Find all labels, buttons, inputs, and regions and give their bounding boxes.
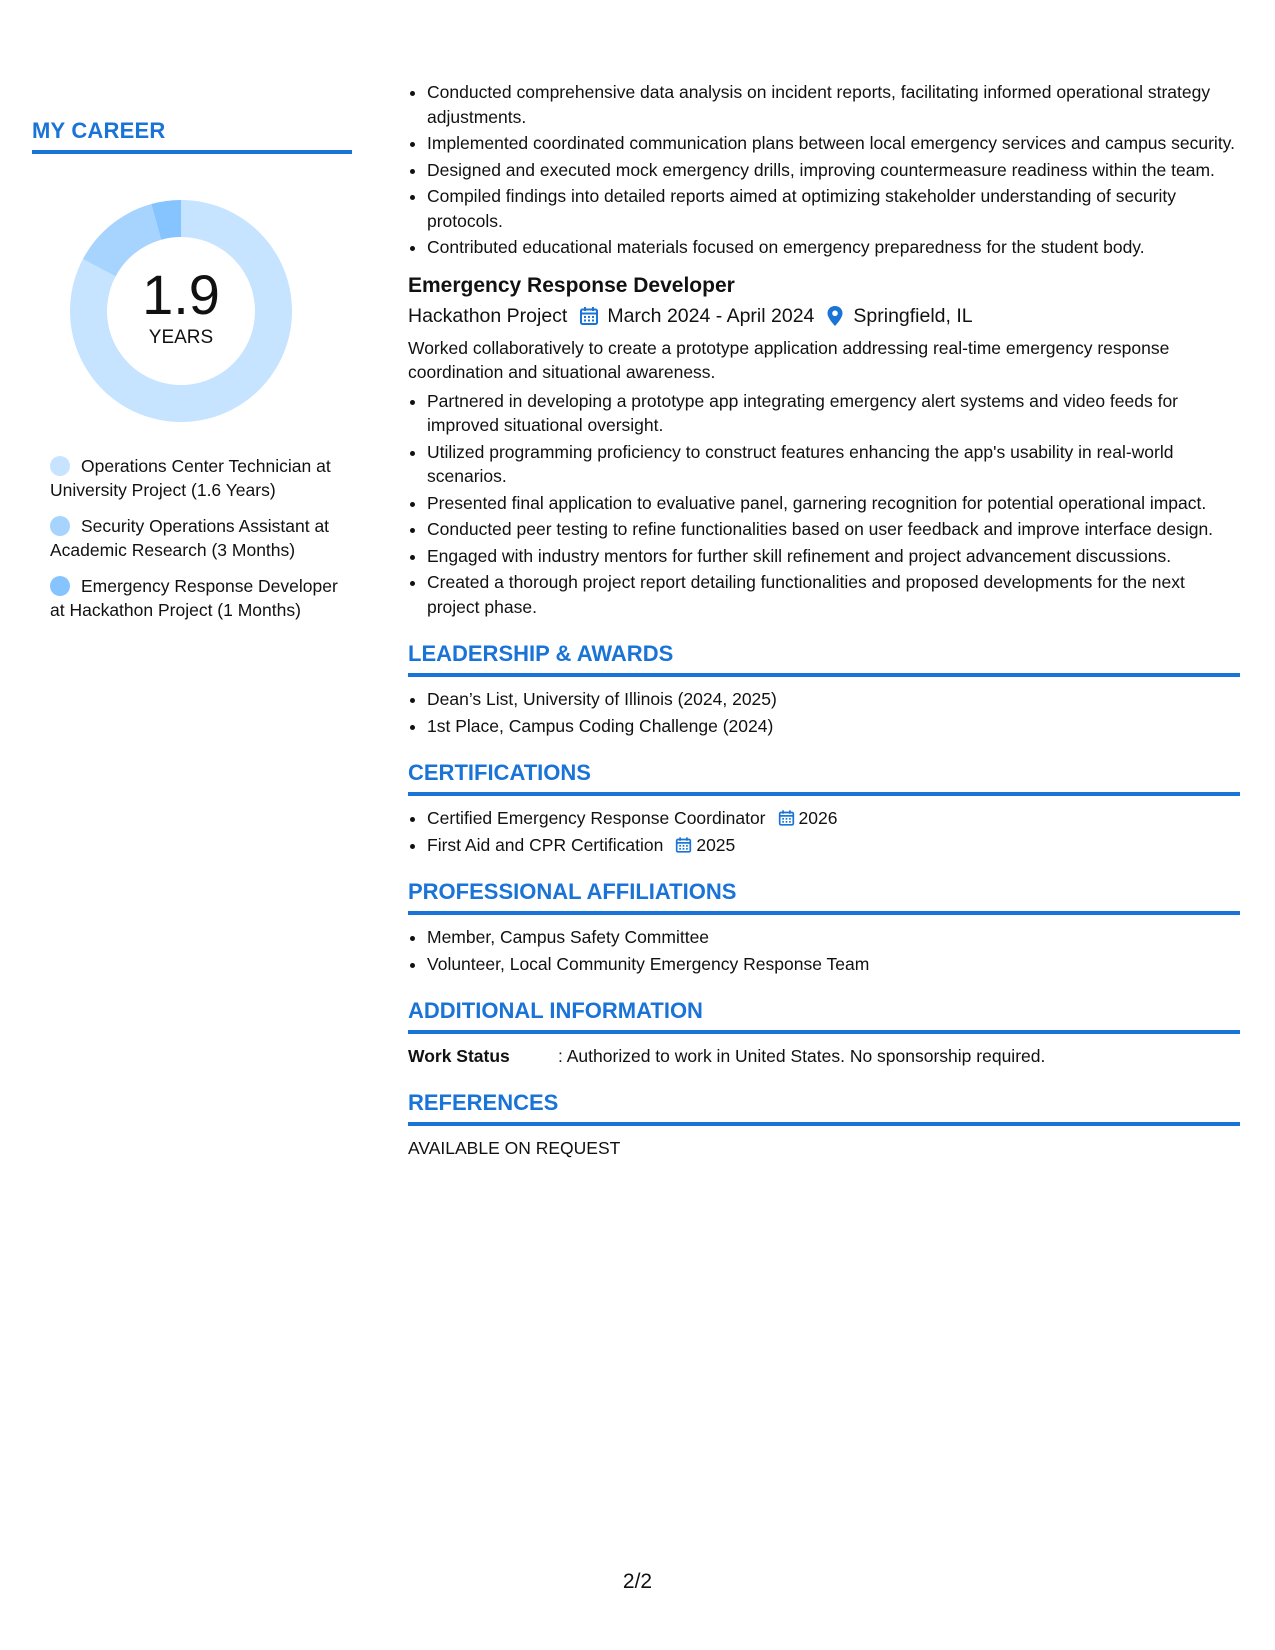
list-item: • Partnered in developing a prototype app integrating emergency alert systems and video feeds for improved situational oversight. [427,389,1240,438]
references-text: AVAILABLE ON REQUEST [408,1138,621,1158]
legend-item [50,574,352,622]
affiliations-list [408,925,1240,976]
cert-name: Certified Emergency Response Coordinator [427,808,766,828]
career-donut-chart [66,196,296,426]
list-item: • Compiled findings into detailed reports aimed at optimizing stakeholder understanding of security protocols. [427,184,1240,233]
legend-item [50,454,352,502]
list-item: • Volunteer, Local Community Emergency Response Team [427,952,1240,977]
cert-year: 2025 [696,834,736,855]
list-item: • Member, Campus Safety Committee [427,925,1240,950]
calendar-icon [579,306,599,326]
my-career-heading: MY CAREER [32,118,352,154]
list-item: • Conducted peer testing to refine functionalities based on user feedback and improve interface design. [427,517,1240,542]
legend-dot-icon [50,576,70,596]
work-status-value: : Authorized to work in United States. No sponsorship required. [558,1046,1046,1066]
list-item: • Created a thorough project report detailing functionalities and proposed developments for the next project phase. [427,570,1240,619]
list-item: • Presented final application to evaluative panel, garnering recognition for potential operational impact. [427,491,1240,516]
job-location: Springfield, IL [853,304,973,327]
job-bullets [408,389,1240,620]
total-years-unit: YEARS [148,327,214,348]
legend-label: Operations Center Technician at University Project (1.6 Years) [50,456,331,500]
calendar-icon [675,836,692,854]
job-dates: March 2024 - April 2024 [607,304,815,327]
location-pin-icon [826,305,844,327]
affiliations-heading: PROFESSIONAL AFFILIATIONS [408,879,1240,915]
work-status-label: Work Status [408,1046,510,1066]
legend-dot-icon [50,456,70,476]
job-meta [408,302,1240,330]
list-item: • Designed and executed mock emergency drills, improving countermeasure readiness within the team. [427,158,1240,183]
certifications-list [408,806,1240,857]
list-item: • Contributed educational materials focused on emergency preparedness for the student body. [427,235,1240,260]
list-item: • Implemented coordinated communication plans between local emergency services and campus security. [427,131,1240,156]
cert-name: First Aid and CPR Certification [427,834,664,855]
calendar-icon [778,809,795,827]
list-item: • Engaged with industry mentors for further skill refinement and project advancement discussions. [427,544,1240,569]
list-item: • Utilized programming proficiency to construct features enhancing the app's usability in real-world scenarios. [427,440,1240,489]
list-item [427,833,1240,858]
previous-job-bullets [408,80,1240,260]
job-org: Hackathon Project [408,304,568,327]
job-description: Worked collaboratively to create a prototype application addressing real-time emergency response coordination and situational awareness. [408,337,1170,382]
legend-item [50,514,352,562]
total-years-value: 1.9 [142,263,220,326]
leadership-list [408,687,1240,738]
list-item: • Conducted comprehensive data analysis on incident reports, facilitating informed operational strategy adjustments. [427,80,1240,129]
list-item: • 1st Place, Campus Coding Challenge (2024) [427,714,1240,739]
leadership-heading: LEADERSHIP & AWARDS [408,641,1240,677]
career-legend [32,454,352,622]
legend-label: Emergency Response Developer at Hackathon Project (1 Months) [50,576,338,620]
references-heading: REFERENCES [408,1090,1240,1126]
job-title: Emergency Response Developer [408,273,735,297]
legend-dot-icon [50,516,70,536]
cert-year: 2026 [798,808,838,828]
list-item [427,806,1240,831]
page-number: 2/2 [622,1570,653,1593]
work-status-row [408,1044,1240,1068]
sidebar [32,118,352,634]
additional-info-heading: ADDITIONAL INFORMATION [408,998,1240,1034]
list-item: • Dean’s List, University of Illinois (2024, 2025) [427,687,1240,712]
certifications-heading: CERTIFICATIONS [408,760,1240,796]
main-content [408,80,1240,1160]
legend-label: Security Operations Assistant at Academic Research (3 Months) [50,516,330,560]
